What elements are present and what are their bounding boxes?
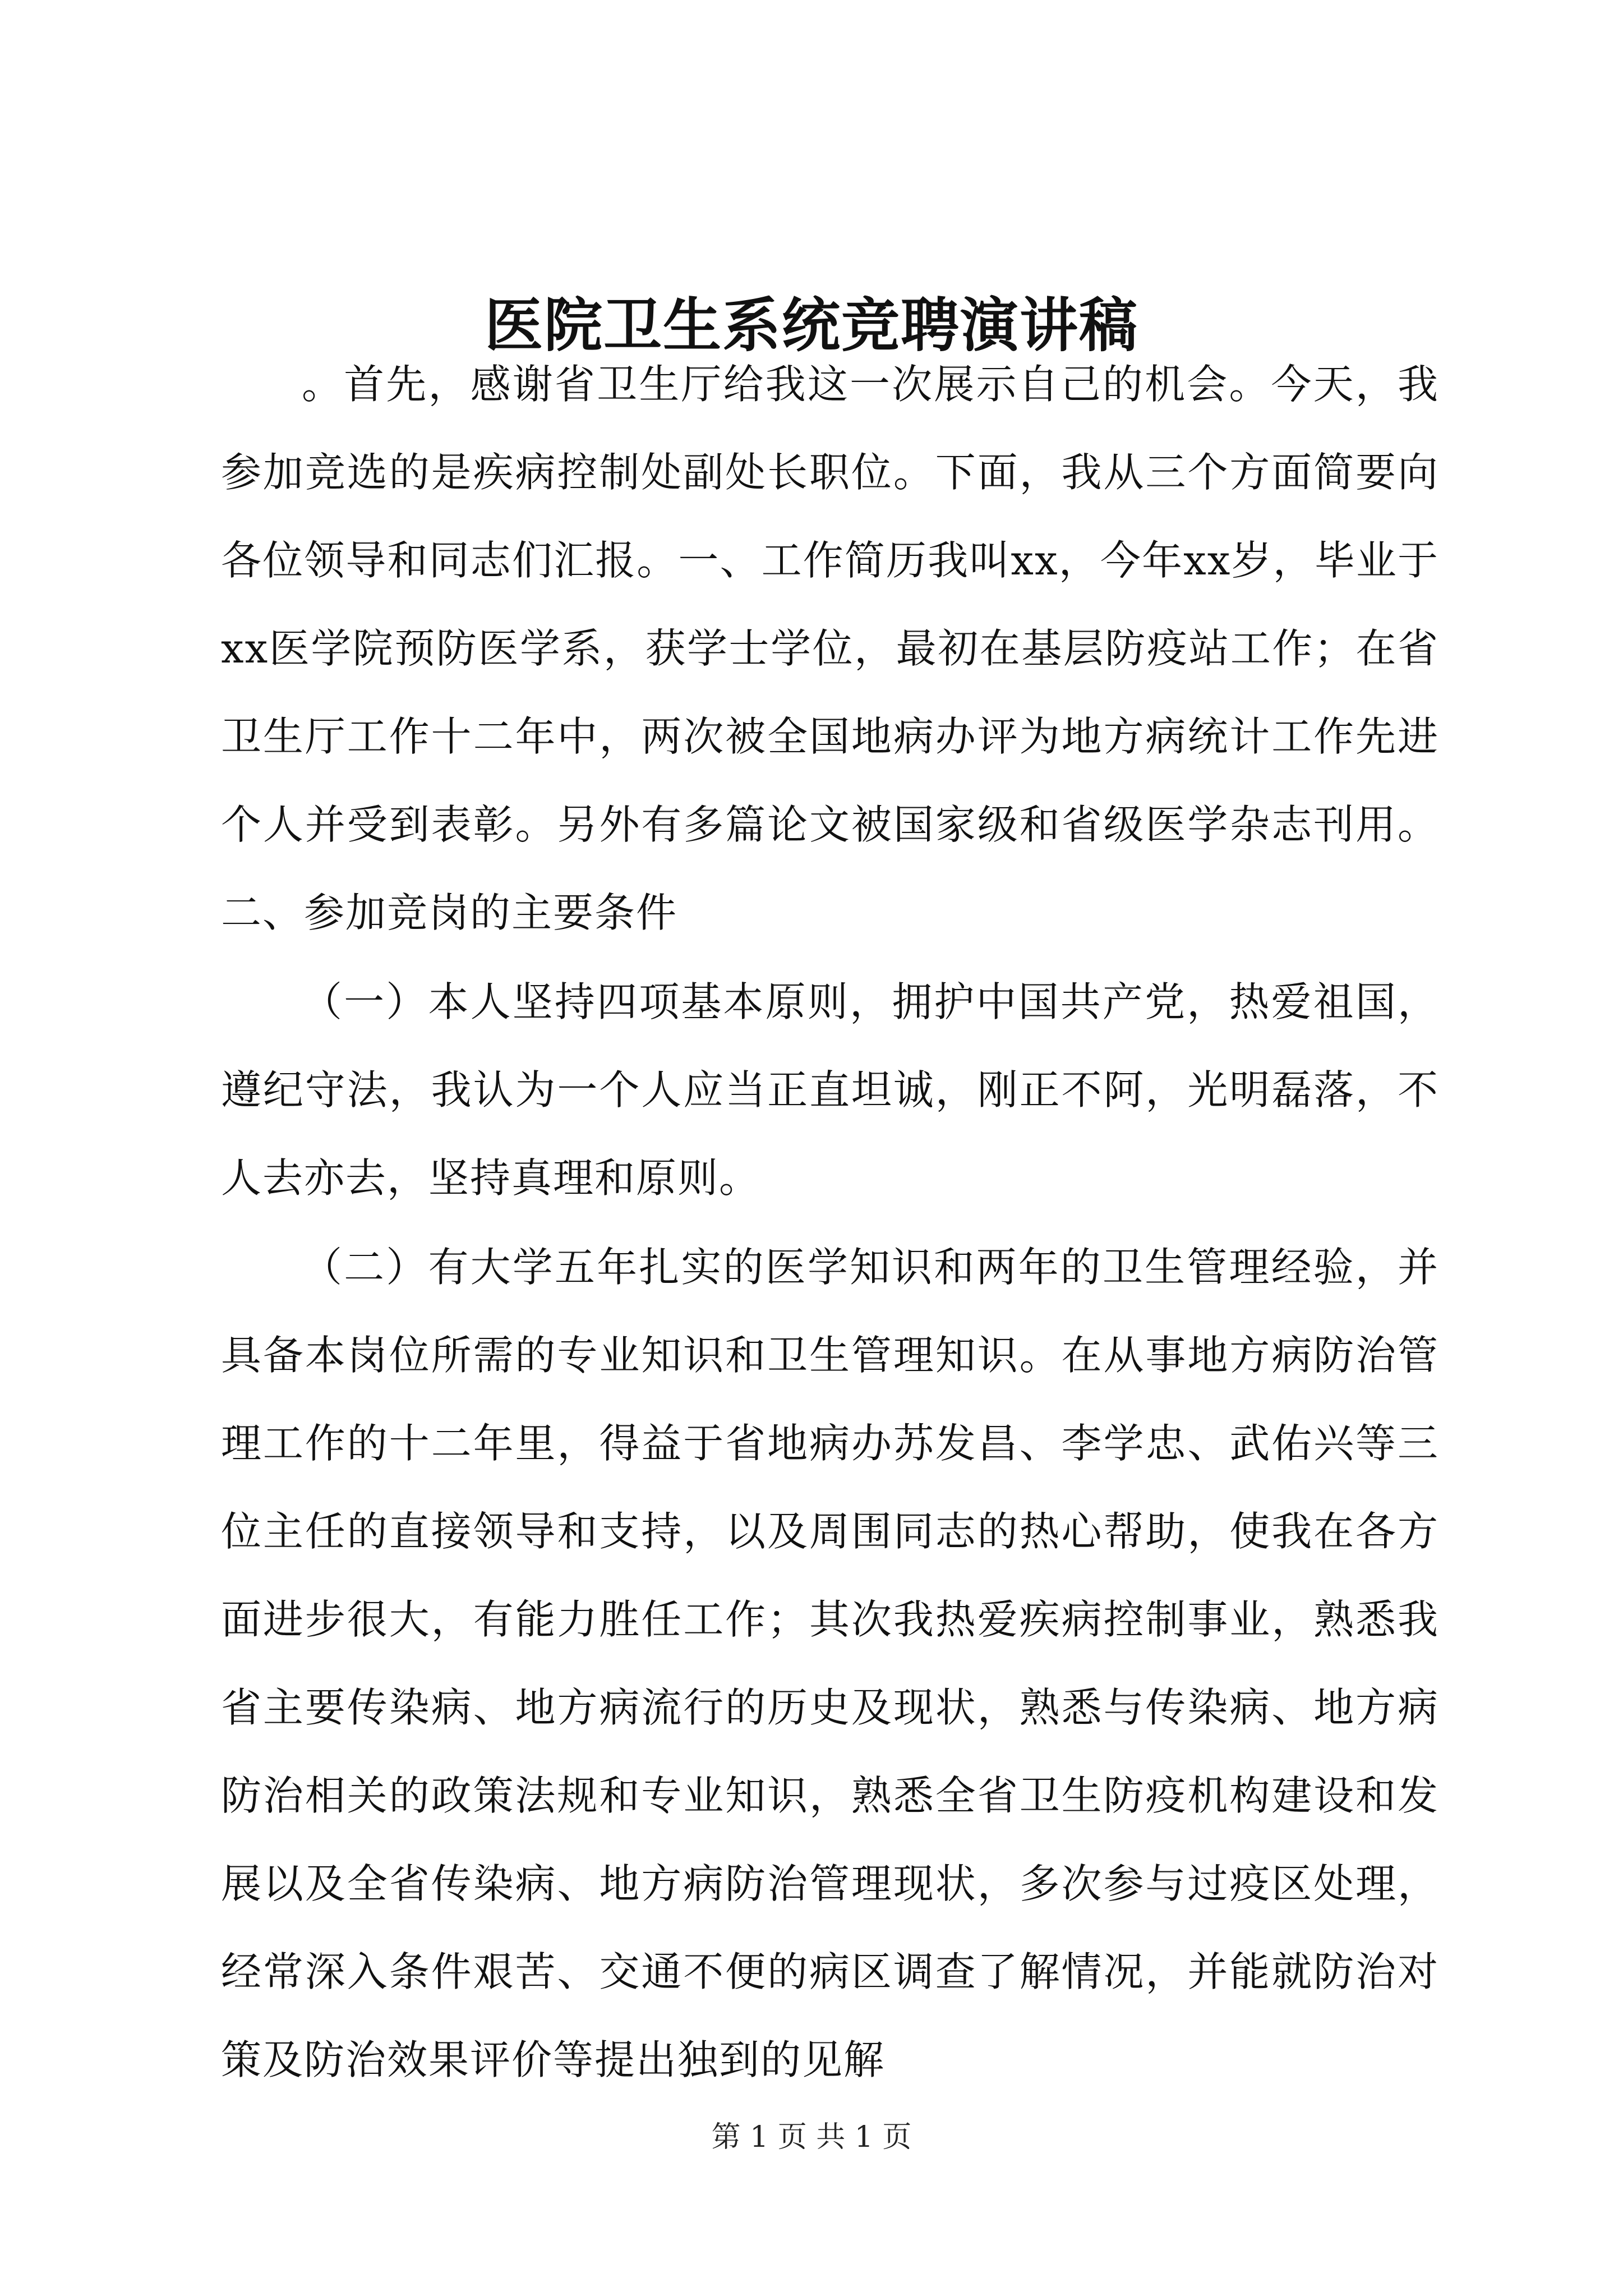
page-title: 医院卫生系统竞聘演讲稿	[484, 291, 1138, 360]
paragraph-condition-2: （二）有大学五年扎实的医学知识和两年的卫生管理经验，并具备本岗位所需的专业知识和卫生管理知识。在从事地方病防治管理工作的十二年里，得益于省地病办苏发昌、李学忠、武佑兴等三位主任的直接领导和支持，以及周围同志的热心帮助，使我在各方面进步很大，有能力胜任工作；其次我热爱疾病控制事业，熟悉我省主要传染病、地方病流行的历史及现状，熟悉与传染病、地方病防治相关的政策法规和专业知识，熟悉全省卫生防疫机构建设和发展以及全省传染病、地方病防治管理现状，多次参与过疫区处理，经常深入条件艰苦、交通不便的病区调查了解情况，并能就防治对策及防治效果评价等提出独到的见解	[221, 1244, 1439, 2083]
paragraph-condition-1: （一）本人坚持四项基本原则，拥护中国共产党，热爱祖国，遵纪守法，我认为一个人应当正直坦诚，刚正不阿，光明磊落，不人去亦去，坚持真理和原则。	[221, 978, 1439, 1202]
page-footer: 第 1 页 共 1 页	[711, 2120, 912, 2154]
paragraph-intro: 。首先，感谢省卫生厅给我这一次展示自己的机会。今天，我参加竞选的是疾病控制处副处长职位。下面，我从三个方面简要向各位领导和同志们汇报。一、工作简历我叫xx，今年xx岁，毕业于xx医学院预防医学系，获学士学位，最初在基层防疫站工作；在省卫生厅工作十二年中，两次被全国地病办评为地方病统计工作先进个人并受到表彰。另外有多篇论文被国家级和省级医学杂志刊用。二、参加竞岗的主要条件	[221, 361, 1439, 936]
